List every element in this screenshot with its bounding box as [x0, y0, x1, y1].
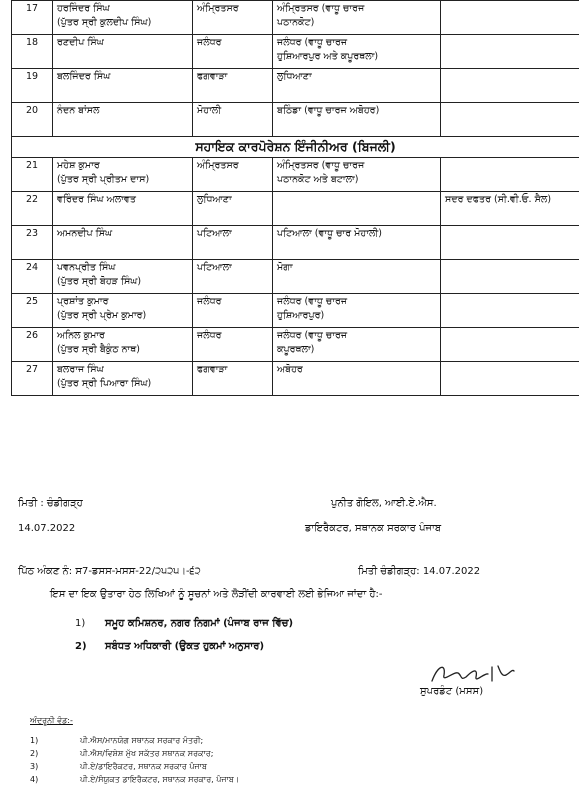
employee-name-line: ਬਲਜਿੰਦਰ ਸਿੰਘ	[57, 71, 111, 82]
current-posting-cell: ਅੰਮ੍ਰਿਤਸਰ	[193, 1, 273, 35]
table-row	[12, 260, 579, 294]
employee-name-cell	[53, 69, 193, 103]
transfer-table	[11, 0, 579, 396]
section-header	[12, 137, 579, 158]
signature	[428, 661, 518, 687]
employee-name-line: (ਪੁੱਤਰ ਸ੍ਰੀ ਕੁਲਦੀਪ ਸਿੰਘ)	[57, 17, 152, 28]
employee-name-line: ਅਨਿਲ ਕੁਮਾਰ	[57, 330, 105, 341]
internal-item-number: 4)	[30, 775, 39, 784]
current-posting-cell: ਜਲੰਧਰ	[193, 35, 273, 69]
employee-name-line: (ਪੁੱਤਰ ਸ੍ਰੀ ਪ੍ਰੇਮ ਕੁਮਾਰ)	[57, 310, 147, 321]
order-date: 14.07.2022	[18, 523, 76, 534]
new-posting-line: ਹੁਸ਼ਿਆਰਪੁਰ ਅਤੇ ਕਪੂਰਥਲਾ)	[277, 51, 379, 62]
employee-name-cell	[53, 260, 193, 294]
new-posting-cell	[273, 294, 441, 328]
table-row	[12, 69, 579, 103]
new-posting-cell	[273, 260, 441, 294]
table-body-bottom	[12, 158, 579, 396]
serial-number-cell: 17	[12, 1, 53, 35]
new-posting-cell	[273, 362, 441, 396]
employee-name-line: ਨੰਦਨ ਬਾਂਸਲ	[57, 105, 100, 116]
employee-name-cell	[53, 226, 193, 260]
new-posting-line: ਪਠਾਨਕੋਟ)	[277, 17, 315, 28]
internal-item-number: 2)	[30, 749, 39, 758]
signatory-title: ਸੁਪਰਡੰਟ (ਮਸਸ)	[420, 686, 484, 697]
table-row	[12, 362, 579, 396]
current-posting-cell: ਮੋਹਾਲੀ	[193, 103, 273, 137]
serial-number-cell: 21	[12, 158, 53, 192]
remarks-cell	[441, 103, 579, 137]
employee-name-line: (ਪੁੱਤਰ ਸ੍ਰੀ ਬੈਕੁੰਠ ਨਾਥ)	[57, 344, 140, 355]
internal-item-number: 1)	[30, 736, 39, 745]
new-posting-cell	[273, 1, 441, 35]
new-posting-line: ਕਪੂਰਥਲਾ)	[277, 344, 315, 355]
employee-name-cell	[53, 35, 193, 69]
internal-distribution-heading: ਅੰਦਰੂਨੀ ਵੰਡ:-	[30, 716, 73, 725]
remarks-cell	[441, 1, 579, 35]
new-posting-cell	[273, 158, 441, 192]
employee-name-cell	[53, 103, 193, 137]
new-posting-line: ਬਠਿੰਡਾ (ਵਾਧੂ ਚਾਰਜ ਅਬੋਹਰ)	[277, 105, 380, 116]
remarks-cell	[441, 35, 579, 69]
new-posting-line: ਅਬੋਹਰ	[277, 364, 303, 375]
current-posting-cell: ਲੁਧਿਆਣਾ	[193, 192, 273, 226]
new-posting-cell	[273, 69, 441, 103]
remarks-cell	[441, 260, 579, 294]
serial-number-cell: 25	[12, 294, 53, 328]
new-posting-line: ਅੰਮ੍ਰਿਤਸਰ (ਵਾਧੂ ਚਾਰਜ	[277, 160, 365, 171]
serial-number-cell: 27	[12, 362, 53, 396]
serial-number-cell: 24	[12, 260, 53, 294]
internal-item-number: 3)	[30, 762, 39, 771]
officer-title: ਡਾਇਰੈਕਟਰ, ਸਥਾਨਕ ਸਰਕਾਰ ਪੰਜਾਬ	[305, 523, 442, 534]
new-posting-cell	[273, 226, 441, 260]
serial-number-cell: 19	[12, 69, 53, 103]
remarks-cell	[441, 158, 579, 192]
employee-name-cell	[53, 294, 193, 328]
current-posting-cell: ਜਲੰਧਰ	[193, 294, 273, 328]
employee-name-line: ਬਲਰਾਜ ਸਿੰਘ	[57, 364, 104, 375]
employee-name-cell	[53, 328, 193, 362]
employee-name-line: ਰਣਦੀਪ ਸਿੰਘ	[57, 37, 104, 48]
section-title: ਸਹਾਇਕ ਕਾਰਪੋਰੇਸ਼ਨ ਇੰਜੀਨੀਅਰ (ਬਿਜਲੀ)	[12, 137, 579, 158]
new-posting-line: ਜਲੰਧਰ (ਵਾਧੂ ਚਾਰਜ	[277, 37, 348, 48]
table-row	[12, 328, 579, 362]
internal-item-text: ਪੀ.ਐਸ/ਵਿਸ਼ੇਸ਼ ਮੁੱਖ ਸਕੱਤਰ ਸਥਾਨਕ ਸਰਕਾਰ;	[80, 749, 214, 758]
new-posting-line: ਹੁਸ਼ਿਆਰਪੁਰ)	[277, 310, 325, 321]
current-posting-cell: ਫਗਵਾੜਾ	[193, 69, 273, 103]
copy-forward-line: ਇਸ ਦਾ ਇਕ ਉਤਾਰਾ ਹੇਠ ਲਿਖਿਆਂ ਨੂੰ ਸੂਚਨਾਂ ਅਤੇ ਲੋੜੀਂਦੀ ਕਾਰਵਾਈ ਲਈ ਭੇਜਿਆ ਜਾਂਦਾ ਹੈ:-	[50, 589, 383, 600]
table-body-top	[12, 1, 579, 137]
recipient-1-text: ਸਮੂਹ ਕਮਿਸ਼ਨਰ, ਨਗਰ ਨਿਗਮਾਂ (ਪੰਜਾਬ ਰਾਜ ਵਿੱਚ)	[105, 618, 294, 629]
remarks-cell: ਸਦਰ ਦਫਤਰ (ਸੀ.ਵੀ.ਓ. ਸੈਲ)	[441, 192, 579, 226]
employee-name-cell	[53, 158, 193, 192]
table-row	[12, 294, 579, 328]
new-posting-line: ਅੰਮ੍ਰਿਤਸਰ (ਵਾਧੂ ਚਾਰਜ	[277, 3, 365, 14]
new-posting-line: ਪਟਿਆਲਾ (ਵਾਧੂ ਚਾਰ ਮੋਹਾਲੀ)	[277, 228, 382, 239]
new-posting-line: ਪਠਾਨਕੋਟ ਅਤੇ ਬਟਾਲਾ)	[277, 174, 359, 185]
employee-name-line: ਪਵਨਪ੍ਰੀਤ ਸਿੰਘ	[57, 262, 116, 273]
employee-name-line: (ਪੁੱਤਰ ਸ੍ਰੀ ਬੋਹੜ ਸਿੰਘ)	[57, 276, 142, 287]
table-row	[12, 103, 579, 137]
serial-number-cell: 20	[12, 103, 53, 137]
officer-name: ਪੁਨੀਤ ਗੋਇਲ, ਆਈ.ਏ.ਐਸ.	[331, 498, 437, 509]
recipient-1-number: 1)	[75, 618, 86, 629]
new-posting-line: ਲੁਧਿਆਣਾ	[277, 71, 312, 82]
endorsement-number: ਪਿੱਠ ਅੰਕਣ ਨੰ: ਸ7-ਡਸਸ-ਮਸਸ-22/੨੫੨੫।-੬੨	[18, 566, 201, 577]
serial-number-cell: 26	[12, 328, 53, 362]
recipient-2-text: ਸਬੰਧਤ ਅਧਿਕਾਰੀ (ਉਕਤ ਹੁਕਮਾਂ ਅਨੁਸਾਰ)	[105, 641, 265, 652]
remarks-cell	[441, 328, 579, 362]
remarks-cell	[441, 69, 579, 103]
employee-name-line: ਪ੍ਰਸ਼ਾਂਤ ਕੁਮਾਰ	[57, 296, 109, 307]
serial-number-cell: 23	[12, 226, 53, 260]
table-row	[12, 158, 579, 192]
table-row	[12, 35, 579, 69]
new-posting-cell	[273, 328, 441, 362]
endorsement-date: ਮਿਤੀ ਚੰਡੀਗੜ੍ਹ: 14.07.2022	[358, 566, 481, 577]
employee-name-line: (ਪੁੱਤਰ ਸ੍ਰੀ ਪਿਆਰਾ ਸਿੰਘ)	[57, 378, 152, 389]
employee-name-line: (ਪੁੱਤਰ ਸ੍ਰੀ ਪ੍ਰੀਤਮ ਦਾਸ)	[57, 174, 150, 185]
internal-item-text: ਪੀ.ਐਸ/ਮਾਨਯੋਗ ਸਥਾਨਕ ਸਰਕਾਰ ਮੰਤਰੀ;	[80, 736, 204, 745]
employee-name-line: ਮਹੇਸ਼ ਕੁਮਾਰ	[57, 160, 100, 171]
internal-item-text: ਪੀ.ਏ/ਸੰਯੁਕਤ ਡਾਇਰੈਕਟਰ, ਸਥਾਨਕ ਸਰਕਾਰ, ਪੰਜਾਬ।	[80, 775, 240, 784]
current-posting-cell: ਜਲੰਧਰ	[193, 328, 273, 362]
table-row	[12, 1, 579, 35]
table-row	[12, 192, 579, 226]
place-label: ਮਿਤੀ : ਚੰਡੀਗੜ੍ਹ	[18, 498, 83, 509]
new-posting-cell	[273, 103, 441, 137]
new-posting-line: ਮੋਗਾ	[277, 262, 293, 273]
remarks-cell	[441, 362, 579, 396]
serial-number-cell: 22	[12, 192, 53, 226]
current-posting-cell: ਪਟਿਆਲਾ	[193, 260, 273, 294]
current-posting-cell: ਅੰਮ੍ਰਿਤਸਰ	[193, 158, 273, 192]
new-posting-cell	[273, 192, 441, 226]
recipient-2-number: 2)	[75, 641, 87, 652]
employee-name-line: ਹਰਜਿੰਦਰ ਸਿੰਘ	[57, 3, 110, 14]
employee-name-cell	[53, 362, 193, 396]
remarks-cell	[441, 294, 579, 328]
new-posting-cell	[273, 35, 441, 69]
current-posting-cell: ਪਟਿਆਲਾ	[193, 226, 273, 260]
current-posting-cell: ਫਗਵਾੜਾ	[193, 362, 273, 396]
employee-name-cell	[53, 1, 193, 35]
new-posting-line: ਜਲੰਧਰ (ਵਾਧੂ ਚਾਰਜ	[277, 330, 348, 341]
serial-number-cell: 18	[12, 35, 53, 69]
employee-name-line: ਅਮਨਦੀਪ ਸਿੰਘ	[57, 228, 113, 239]
employee-name-line: ਵਰਿੰਦਰ ਸਿੰਘ ਅਲਾਵਤ	[57, 194, 136, 205]
table-row	[12, 226, 579, 260]
new-posting-line: ਜਲੰਧਰ (ਵਾਧੂ ਚਾਰਜ	[277, 296, 348, 307]
remarks-cell	[441, 226, 579, 260]
internal-item-text: ਪੀ.ਏ/ਡਾਇਰੈਕਟਰ, ਸਥਾਨਕ ਸਰਕਾਰ ਪੰਜਾਬ	[80, 762, 208, 771]
employee-name-cell	[53, 192, 193, 226]
